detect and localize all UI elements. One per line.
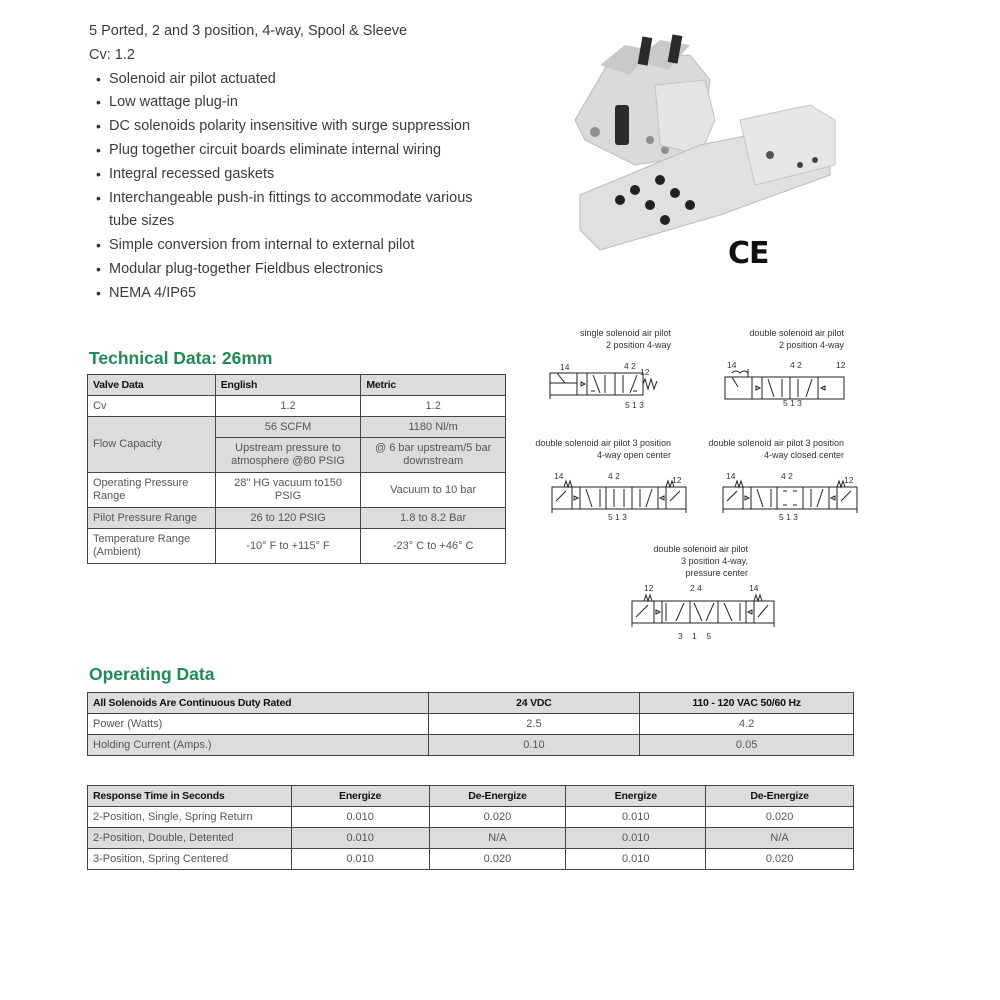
diagram-caption: double solenoid air pilot 3 position bbox=[535, 438, 671, 448]
cell-english: 1.2 bbox=[215, 396, 361, 417]
cell-metric: @ 6 bar upstream/5 bar downstream bbox=[361, 438, 506, 473]
row-label: Pilot Pressure Range bbox=[88, 508, 216, 529]
row-label: Flow Capacity bbox=[88, 417, 216, 473]
row-label: 2-Position, Single, Spring Return bbox=[88, 807, 292, 828]
diagram-caption: double solenoid air pilot bbox=[653, 544, 748, 554]
diagram-caption: 3 position 4-way, bbox=[681, 556, 748, 566]
valve-symbol-graphic bbox=[630, 591, 775, 629]
cell-english: 56 SCFM bbox=[215, 417, 361, 438]
valve-symbol-graphic bbox=[550, 479, 688, 513]
cell-energize: 0.010 bbox=[566, 849, 706, 870]
port-label: 5 1 3 bbox=[779, 512, 798, 522]
cell-deenergize: 0.020 bbox=[429, 849, 566, 870]
technical-data-table bbox=[87, 374, 506, 564]
cell-ac: 4.2 bbox=[640, 714, 854, 735]
valve-symbol-3pos-closed-center bbox=[693, 437, 858, 525]
valve-symbol-graphic bbox=[720, 369, 850, 401]
column-header: 110 - 120 VAC 50/60 Hz bbox=[640, 693, 854, 714]
feature-item: • Simple conversion from internal to external pilot bbox=[109, 234, 509, 258]
feature-item: • Modular plug-together Fieldbus electronics bbox=[109, 258, 509, 282]
cell-deenergize: N/A bbox=[706, 828, 854, 849]
valve-symbol-3pos-pressure-center bbox=[628, 543, 778, 643]
row-label: 3-Position, Spring Centered bbox=[88, 849, 292, 870]
valve-symbol-3pos-open-center bbox=[520, 437, 685, 525]
feature-list bbox=[89, 68, 509, 306]
technical-data-title: Technical Data: 26mm bbox=[89, 348, 273, 368]
table-row bbox=[88, 529, 506, 564]
cell-deenergize: 0.020 bbox=[706, 849, 854, 870]
port-label: 12 bbox=[644, 583, 654, 593]
column-header: Metric bbox=[361, 375, 506, 396]
electrical-data-table bbox=[87, 692, 854, 756]
table-row bbox=[88, 417, 506, 438]
diagram-caption: 4-way closed center bbox=[763, 450, 844, 460]
table-header-row bbox=[88, 693, 854, 714]
port-label: 12 bbox=[640, 367, 650, 377]
cell-metric: 1.2 bbox=[361, 396, 506, 417]
cell-metric: Vacuum to 10 bar bbox=[361, 473, 506, 508]
cell-energize: 0.010 bbox=[566, 807, 706, 828]
port-label: 14 bbox=[749, 583, 759, 593]
port-label: 5 1 3 bbox=[608, 512, 627, 522]
port-label: 12 bbox=[836, 360, 846, 370]
port-label: 14 bbox=[554, 471, 564, 481]
row-label: 2-Position, Double, Detented bbox=[88, 828, 292, 849]
feature-item: • Interchangeable push-in fittings to accommodate various bbox=[109, 187, 509, 211]
cell-deenergize: 0.020 bbox=[706, 807, 854, 828]
row-label: Holding Current (Amps.) bbox=[88, 735, 429, 756]
cell-metric: 1180 Nl/m bbox=[361, 417, 506, 438]
port-label: 14 bbox=[726, 471, 736, 481]
diagram-caption: pressure center bbox=[685, 568, 748, 578]
cell-metric: 1.8 to 8.2 Bar bbox=[361, 508, 506, 529]
port-label: 5 1 3 bbox=[625, 400, 644, 410]
response-time-table bbox=[87, 785, 854, 870]
row-label: Temperature Range (Ambient) bbox=[88, 529, 216, 564]
row-label: Power (Watts) bbox=[88, 714, 429, 735]
feature-item: • Solenoid air pilot actuated bbox=[109, 68, 509, 92]
column-header: 24 VDC bbox=[428, 693, 640, 714]
valve-symbol-graphic bbox=[545, 371, 660, 401]
feature-item: • Plug together circuit boards eliminate internal wiring bbox=[109, 139, 509, 163]
cell-deenergize: N/A bbox=[429, 828, 566, 849]
port-label: 2 4 bbox=[690, 583, 702, 593]
port-label: 12 bbox=[672, 475, 682, 485]
cell-dc: 2.5 bbox=[428, 714, 640, 735]
table-row bbox=[88, 396, 506, 417]
port-label: 14 bbox=[727, 360, 737, 370]
port-label: 3 1 5 bbox=[678, 631, 712, 641]
column-header: English bbox=[215, 375, 361, 396]
feature-item-continuation: tube sizes bbox=[109, 213, 175, 230]
diagram-caption: 2 position 4-way bbox=[778, 340, 844, 350]
valve-stack-rear bbox=[575, 34, 715, 165]
column-header: Response Time in Seconds bbox=[88, 786, 292, 807]
valve-symbol-double-solenoid-2pos bbox=[720, 327, 860, 412]
cell-energize: 0.010 bbox=[291, 828, 429, 849]
feature-item: • DC solenoids polarity insensitive with surge suppression bbox=[109, 115, 509, 139]
port-label: 4 2 bbox=[790, 360, 802, 370]
ce-certification-mark: CE bbox=[728, 236, 769, 271]
column-header: Energize bbox=[291, 786, 429, 807]
valve-symbol-graphic bbox=[721, 479, 859, 513]
table-header-row bbox=[88, 786, 854, 807]
cell-deenergize: 0.020 bbox=[429, 807, 566, 828]
column-header: Energize bbox=[566, 786, 706, 807]
cell-ac: 0.05 bbox=[640, 735, 854, 756]
port-label: 4 2 bbox=[624, 361, 636, 371]
diagram-caption: 4-way open center bbox=[596, 450, 671, 460]
valve-symbol-single-solenoid-2pos bbox=[545, 327, 685, 412]
cv-line: Cv: 1.2 bbox=[89, 46, 135, 63]
column-header: De-Energize bbox=[429, 786, 566, 807]
column-header: Valve Data bbox=[88, 375, 216, 396]
port-label: 4 2 bbox=[781, 471, 793, 481]
row-label: Cv bbox=[88, 396, 216, 417]
cell-energize: 0.010 bbox=[291, 807, 429, 828]
port-label: 4 2 bbox=[608, 471, 620, 481]
port-label: 14 bbox=[560, 362, 570, 372]
cell-english: 28" HG vacuum to150 PSIG bbox=[215, 473, 361, 508]
diagram-caption: 2 position 4-way bbox=[605, 340, 671, 350]
product-image bbox=[540, 25, 860, 285]
table-row bbox=[88, 714, 854, 735]
cell-energize: 0.010 bbox=[291, 849, 429, 870]
table-row bbox=[88, 828, 854, 849]
diagram-caption: single solenoid air pilot bbox=[579, 328, 671, 338]
port-label: 5 1 3 bbox=[783, 398, 802, 408]
port-label: 12 bbox=[844, 475, 854, 485]
feature-item: • Low wattage plug-in bbox=[109, 91, 509, 115]
feature-item: • Integral recessed gaskets bbox=[109, 163, 509, 187]
cell-english: 26 to 120 PSIG bbox=[215, 508, 361, 529]
column-header: De-Energize bbox=[706, 786, 854, 807]
diagram-caption: double solenoid air pilot 3 position bbox=[708, 438, 844, 448]
product-headline: 5 Ported, 2 and 3 position, 4-way, Spool & Sleeve bbox=[89, 23, 408, 39]
operating-data-title: Operating Data bbox=[89, 664, 215, 684]
table-row bbox=[88, 508, 506, 529]
table-row bbox=[88, 807, 854, 828]
cell-metric: -23° C to +46° C bbox=[361, 529, 506, 564]
cell-dc: 0.10 bbox=[428, 735, 640, 756]
diagram-caption: double solenoid air pilot bbox=[749, 328, 844, 338]
intro-section bbox=[89, 20, 509, 306]
cell-english: -10° F to +115° F bbox=[215, 529, 361, 564]
table-row bbox=[88, 735, 854, 756]
cell-english: Upstream pressure to atmosphere @80 PSIG bbox=[215, 438, 361, 473]
cell-energize: 0.010 bbox=[566, 828, 706, 849]
feature-item: • NEMA 4/IP65 bbox=[109, 282, 509, 306]
row-label: Operating Pressure Range bbox=[88, 473, 216, 508]
column-header: All Solenoids Are Continuous Duty Rated bbox=[88, 693, 429, 714]
table-row bbox=[88, 473, 506, 508]
table-row bbox=[88, 849, 854, 870]
table-header-row bbox=[88, 375, 506, 396]
